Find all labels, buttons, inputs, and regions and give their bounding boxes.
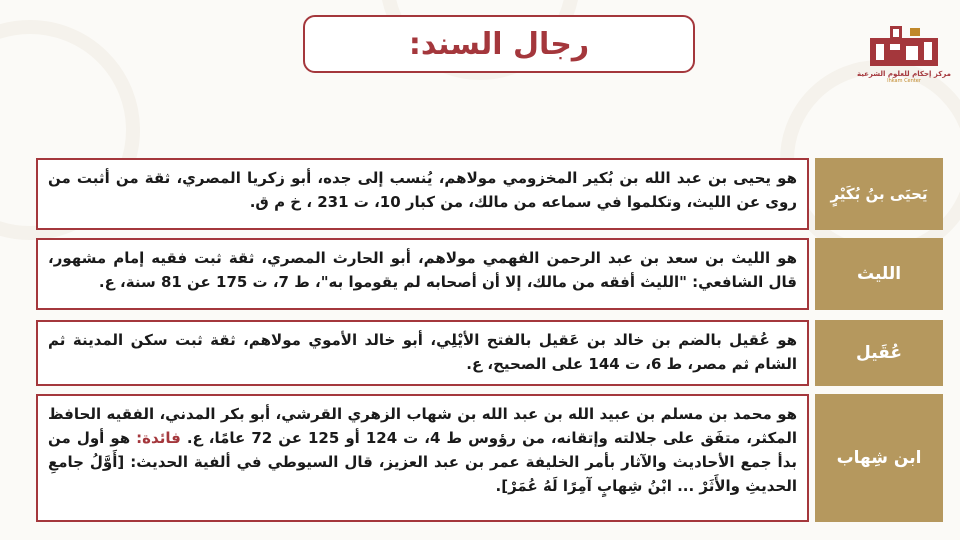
- narrator-row: [36, 394, 943, 522]
- slide-title: [303, 15, 695, 73]
- narrator-description: هو يحيى بن عبد الله بن بُكير المخزومي مولاهم، يُنسب إلى جده، أبو زكريا المصري، ثقة من أثبت من روى عن الليث، وتكلموا في سماعه من مالك، من كبار 10، ت 231 ، خ م ق.: [36, 158, 809, 230]
- narrator-name: الليث: [815, 238, 943, 310]
- narrator-description: هو الليث بن سعد بن عبد الرحمن الفهمي مولاهم، أبو الحارث المصري، ثقة ثبت فقيه إمام مشهور، قال الشافعي: "الليث أفقه من مالك، إلا أن أصحابه لم يقوموا به"، ط 7، ت 175 عن 81 سنة، ع.: [36, 238, 809, 310]
- note-text: هو أول من بدأ جمع الأحاديث والآثار بأمر الخليفة عمر بن عبد العزيز، قال السيوطي في ألفية الحديث: [أَوَّلُ جامعِ الحديثِ والأَثَرْ ... ابْنُ شِهابٍ آمِرًا لَهُ عُمَرْ].: [48, 429, 797, 495]
- narrator-description: هو عُقيل بالضم بن خالد بن عَقيل بالفتح الأيْلِي، أبو خالد الأموي مولاهم، ثقة ثبت سكن المدينة ثم الشام ثم مصر، ط 6، ت 144 على الصحيح، ع.: [36, 320, 809, 386]
- narrator-name: يَحيَى بنُ بُكَيْرٍ: [815, 158, 943, 230]
- narrator-description: هو محمد بن مسلم بن عبيد الله بن عبد الله بن شهاب الزهري القرشي، أبو بكر المدني، الفقيه الحافظ المكثر، متفَق على جلالته وإتقانه، من رؤوس ط 4، ت 124 أو 125 عن 72 عامًا، ع.: [48, 405, 797, 447]
- logo-tagline: Ihkam Center: [887, 78, 921, 84]
- slide-title-text: رجال السند:: [408, 26, 590, 62]
- narrator-description-block: [36, 394, 809, 522]
- ihkam-logo: [857, 24, 951, 90]
- note-label: فائدة:: [136, 429, 181, 447]
- narrator-name: عُقَيل: [815, 320, 943, 386]
- narrator-row: [36, 158, 943, 230]
- narrator-row: [36, 238, 943, 310]
- narrator-name: ابن شِهاب: [815, 394, 943, 522]
- ihkam-logo-icon: [868, 24, 940, 68]
- narrator-row: [36, 320, 943, 386]
- logo-subtitle: مركز إحكام للعلوم الشرعية: [857, 70, 951, 78]
